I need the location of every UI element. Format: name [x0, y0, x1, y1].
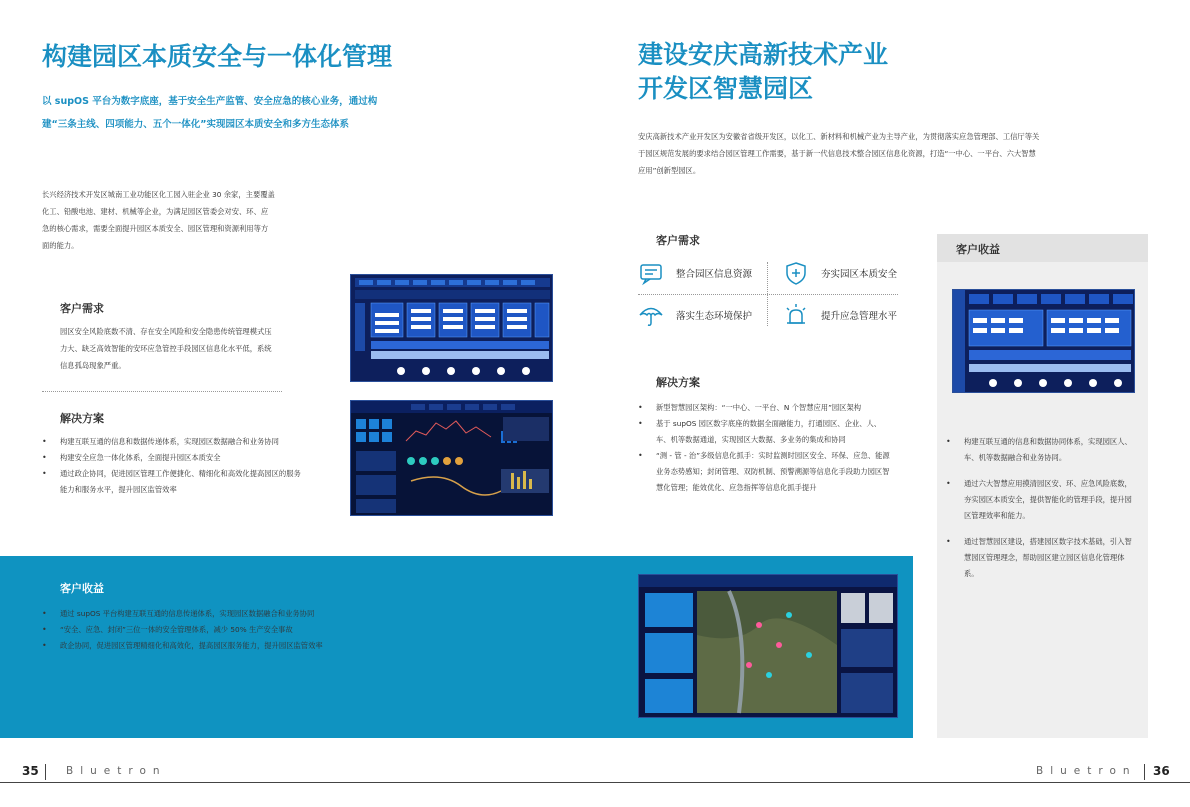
left-intro-line: 急的核心需求，需要全面提升园区本质安全、园区管理和资源利用等方 [42, 224, 269, 233]
left-intro-line: 长兴经济技术开发区城南工业功能区化工园入驻企业 30 余家，主要覆盖 [42, 190, 275, 199]
need-label: 落实生态环境保护 [676, 311, 753, 322]
dashboard-screenshot-platform [952, 289, 1135, 393]
shield-plus-icon [783, 260, 809, 286]
list-item: • 新型智慧园区架构：“一中心、一平台、N 个智慧应用”园区架构 [638, 400, 890, 416]
left-solution-list [42, 434, 304, 498]
left-needs-line: 园区安全风险底数不清、存在安全风险和安全隐患传统管理模式压 [60, 327, 272, 336]
left-intro-line: 化工、铅酸电池、建材、机械等企业，为满足园区管委会对安、环、应 [42, 207, 269, 216]
right-intro [638, 128, 1108, 179]
list-item: • 通过六大智慧应用摸清园区安、环、应急风险底数，夯实园区本质安全，提供智能化的管理手段，提升园区管理效率和能力。 [946, 476, 1136, 524]
left-intro-line: 面的能力。 [42, 241, 79, 250]
need-item [638, 302, 752, 328]
need-item [638, 260, 752, 286]
list-item: • 构建安全应急一体化体系，全面提升园区本质安全 [42, 450, 304, 466]
needs-grid-hdivider [638, 294, 898, 295]
list-item: • 通过政企协同，促进园区管理工作便捷化、精细化和高效化提高园区的服务能力和服务水平，提升园区监管效率 [42, 466, 304, 498]
right-intro-line: 安庆高新技术产业开发区为安徽省省级开发区，以化工、新材料和机械产业为主导产业，为贯彻落实应急管理部、工信厅等关 [638, 132, 1040, 141]
list-item: • 构建互联互通的信息和数据传递体系，实现园区数据融合和业务协同 [42, 434, 304, 450]
right-intro-line: 于园区规范发展的要求结合园区管理工作需要，基于新一代信息技术整合园区信息化资源，打造“一中心、一平台、六大智慧 [638, 149, 1036, 158]
left-needs-line: 力大、缺乏高效智能的安环应急管控手段园区信息化水平低，系统 [60, 344, 272, 353]
right-benefits-list [946, 434, 1136, 582]
left-subtitle-line: 建“三条主线、四项能力、五个一体化”实现园区本质安全和多方生态体系 [42, 119, 349, 130]
left-needs-text [60, 323, 310, 374]
monitor-dashboard-image [351, 401, 553, 516]
left-benefits-heading: 客户收益 [60, 582, 104, 595]
list-item: • “安全、应急、封闭”三位一体的安全管理体系，减少 50% 生产安全事故 [42, 622, 462, 638]
left-brand: Bluetron [66, 765, 167, 777]
list-item: • 通过 supOS 平台构建互联互通的信息传递体系，实现园区数据融合和业务协同 [42, 606, 462, 622]
list-item: • “测 - 管 - 治”多级信息化抓手：实时监测时园区安全、环保、应急、能源业务态势感知；封闭管理、双防机制、预警溯源等信息化手段助力园区智慧化管理；能效优化、应急指挥等信息化抓手提升 [638, 448, 890, 496]
footer-separator [45, 764, 46, 780]
right-needs-heading: 客户需求 [656, 234, 700, 247]
right-page-number: 36 [1153, 764, 1170, 778]
footer-rule [0, 782, 1190, 783]
need-item [783, 302, 897, 328]
left-needs-heading: 客户需求 [60, 302, 104, 315]
right-intro-line: 应用”创新型园区。 [638, 166, 701, 175]
architecture-diagram-image [351, 275, 553, 382]
dashboard-screenshot-map [638, 574, 898, 718]
right-title-line: 开发区智慧园区 [638, 74, 814, 103]
list-item: • 政企协同，促进园区管理精细化和高效化，提高园区服务能力，提升园区监管效率 [42, 638, 462, 654]
list-item: • 通过智慧园区建设，搭建园区数字技术基础，引入智慧园区管理理念，帮助园区建立园区信息化管理体系。 [946, 534, 1136, 582]
right-title-line: 建设安庆高新技术产业 [638, 40, 889, 69]
right-solution-heading: 解决方案 [656, 376, 700, 389]
left-page-number: 35 [22, 764, 39, 778]
list-item: • 基于 supOS 园区数字底座的数据全面融能力，打通园区、企业、人、车、机等数据通道，实现园区大数据、多业务的集成和协同 [638, 416, 890, 448]
right-benefits-heading: 客户收益 [956, 243, 1000, 256]
right-page-title [638, 38, 1038, 106]
need-label: 提升应急管理水平 [821, 311, 898, 322]
left-intro [42, 186, 312, 254]
footer-separator [1144, 764, 1145, 780]
right-solution-list [638, 400, 890, 496]
left-subtitle [42, 90, 422, 136]
right-needs-grid [638, 258, 898, 330]
need-label: 夯实园区本质安全 [821, 269, 898, 280]
need-item [783, 260, 897, 286]
right-brand: Bluetron [1036, 765, 1137, 777]
umbrella-icon [638, 302, 664, 328]
alarm-light-icon [783, 302, 809, 328]
left-benefits-list [42, 606, 462, 654]
left-divider [42, 391, 282, 392]
dashboard-screenshot-monitor [350, 400, 553, 516]
dashboard-screenshot-architecture [350, 274, 553, 382]
need-label: 整合园区信息资源 [676, 269, 753, 280]
message-screen-icon [638, 260, 664, 286]
left-page-title: 构建园区本质安全与一体化管理 [42, 42, 393, 71]
left-subtitle-line: 以 supOS 平台为数字底座，基于安全生产监管、安全应急的核心业务，通过构 [42, 96, 378, 107]
platform-diagram-image [953, 290, 1135, 393]
left-solution-heading: 解决方案 [60, 412, 104, 425]
left-needs-line: 信息孤岛现象严重。 [60, 361, 126, 370]
list-item: • 构建互联互通的信息和数据协同体系，实现园区人、车、机等数据融合和业务协同。 [946, 434, 1136, 466]
map-dashboard-image [639, 575, 898, 718]
